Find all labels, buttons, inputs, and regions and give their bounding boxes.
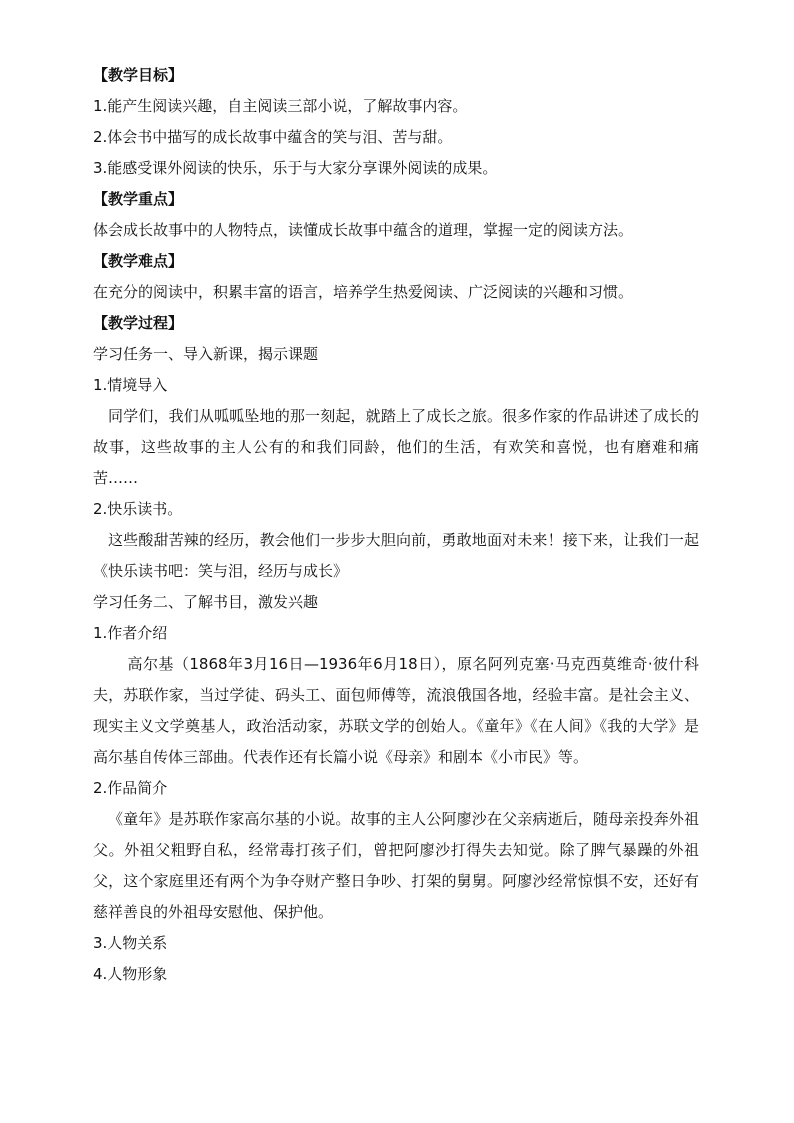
task2-step3-title: 3.人物关系 [93, 934, 168, 952]
task2-title: 学习任务二、了解书目，激发兴趣 [93, 593, 319, 611]
goal-item-3: 3.能感受课外阅读的快乐，乐于与大家分享课外阅读的成果。 [93, 159, 498, 177]
task1-title: 学习任务一、导入新课，揭示课题 [93, 345, 319, 363]
task1-step1-title: 1.情境导入 [93, 376, 168, 394]
task2-step1-title: 1.作者介绍 [93, 624, 168, 642]
key-points-text: 体会成长故事中的人物特点，读懂成长故事中蕴含的道理，掌握一定的阅读方法。 [93, 221, 634, 239]
goal-item-2: 2.体会书中描写的成长故事中蕴含的笑与泪、苦与甜。 [93, 128, 453, 146]
document-page [93, 60, 699, 990]
task2-step2-title: 2.作品简介 [93, 779, 168, 797]
task1-step1-text: 同学们，我们从呱呱坠地的那一刻起，就踏上了成长之旅。很多作家的作品讲述了成长的故事，这些故事的主人公有的和我们同龄，他们的生活，有欢笑和喜悦，也有磨难和痛苦…… [93, 407, 699, 487]
difficulties-heading: 【教学难点】 [93, 252, 184, 270]
task2-step2-text: 《童年》是苏联作家高尔基的小说。故事的主人公阿廖沙在父亲病逝后，随母亲投奔外祖父。外祖父粗野自私，经常毒打孩子们，曾把阿廖沙打得失去知觉。除了脾气暴躁的外祖父，这个家庭里还有两个为争夺财产整日争吵、打架的舅舅。阿廖沙经常惊惧不安，还好有慈祥善良的外祖母安慰他、保护他。 [93, 810, 699, 921]
task1-step2-title: 2.快乐读书。 [93, 500, 183, 518]
task2-step4-title: 4.人物形象 [93, 965, 168, 983]
difficulties-text: 在充分的阅读中，积累丰富的语言，培养学生热爱阅读、广泛阅读的兴趣和习惯。 [93, 283, 634, 301]
process-heading: 【教学过程】 [93, 314, 184, 332]
goal-item-1: 1.能产生阅读兴趣，自主阅读三部小说，了解故事内容。 [93, 97, 468, 115]
task1-step2-text: 这些酸甜苦辣的经历，教会他们一步步大胆向前，勇敢地面对未来！接下来，让我们一起《快乐读书吧：笑与泪，经历与成长》 [93, 531, 699, 580]
goals-heading: 【教学目标】 [93, 66, 184, 84]
key-points-heading: 【教学重点】 [93, 190, 184, 208]
task2-step1-text: 高尔基（1868年3月16日—1936年6月18日），原名阿列克塞·马克西莫维奇·彼什科夫，苏联作家，当过学徒、码头工、面包师傅等，流浪俄国各地，经验丰富。是社会主义、现实主义文学奠基人，政治活动家，苏联文学的创始人。《童年》《在人间》《我的大学》是高尔基自传体三部曲。代表作还有长篇小说《母亲》和剧本《小市民》等。 [93, 655, 699, 766]
